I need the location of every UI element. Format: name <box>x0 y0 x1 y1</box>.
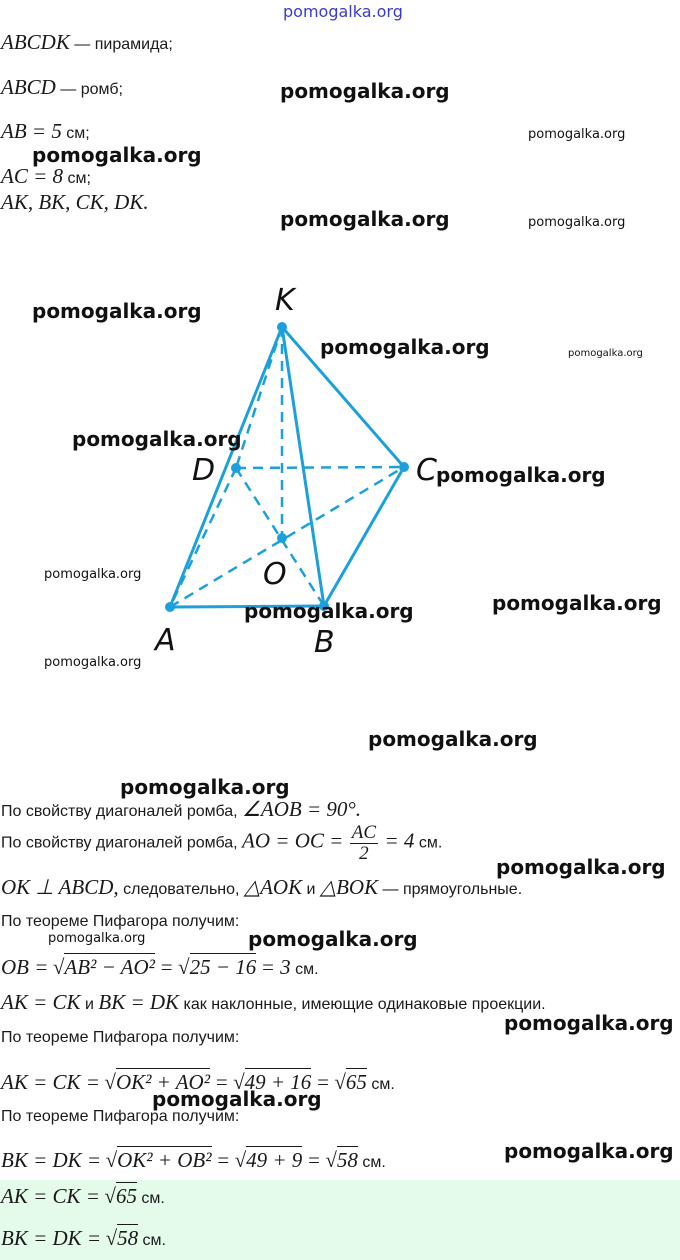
label-D: D <box>192 453 216 488</box>
sqrt-sign: √ <box>104 1184 116 1208</box>
watermark: pomogalka.org <box>244 599 414 623</box>
sqrt-sign: √ <box>234 1148 247 1172</box>
solution-text: и <box>306 881 316 898</box>
solution-math: △BOK <box>319 875 379 899</box>
edge-DC <box>236 467 404 468</box>
edge-KD <box>236 327 282 468</box>
solution-text: следовательно, <box>123 881 240 898</box>
label-O: O <box>263 557 287 592</box>
sqrt-content: 58 <box>336 1148 358 1172</box>
solution-line-4 <box>1 913 239 931</box>
sqrt-content: AB² − AO² <box>64 955 155 979</box>
watermark: pomogalka.org <box>528 215 626 230</box>
label-B: B <box>314 625 335 660</box>
sqrt-sign: √ <box>325 1148 337 1172</box>
solution-line-6 <box>1 990 546 1015</box>
solution-line-5 <box>1 955 319 980</box>
unit: см. <box>371 1076 395 1093</box>
fraction-denominator: 2 <box>359 843 369 864</box>
solution-text: По теореме Пифагора получим: <box>1 1108 240 1125</box>
solution-math: = 4 <box>384 828 415 853</box>
sqrt-content: 49 + 16 <box>244 1070 312 1094</box>
unit: см. <box>295 961 319 978</box>
solution-math: △AOK <box>243 875 303 899</box>
watermark: pomogalka.org <box>368 727 538 751</box>
watermark: pomogalka.org <box>44 655 142 670</box>
watermark: pomogalka.org <box>492 591 662 615</box>
solution-line-7 <box>1 1029 239 1047</box>
vertex-K <box>277 322 287 332</box>
watermark: pomogalka.org <box>44 567 142 582</box>
solution-math: = <box>306 1148 321 1172</box>
given-math: ABCDK <box>1 30 70 54</box>
answer-math: AK = CK = <box>1 1184 100 1208</box>
solution-math: = 3 <box>260 955 291 979</box>
solution-math: AO = OC = <box>242 828 344 853</box>
solution-math: = <box>315 1070 330 1094</box>
solution-math: = <box>214 1070 229 1094</box>
solution-math: OB = <box>1 955 49 979</box>
given-text: см; <box>66 125 90 142</box>
solution-line-2 <box>1 823 442 864</box>
watermark: pomogalka.org <box>120 775 290 799</box>
label-C: C <box>416 453 437 488</box>
solution-text: — прямоугольные. <box>382 881 523 898</box>
solution-math: AK = CK = <box>1 1070 100 1094</box>
sqrt-sign: √ <box>233 1070 245 1094</box>
unit: см. <box>362 1154 386 1171</box>
watermark: pomogalka.org <box>528 127 626 142</box>
solution-text: как наклонные, имеющие одинаковые проекции. <box>183 996 546 1013</box>
unit: см. <box>418 834 443 852</box>
watermark: pomogalka.org <box>32 299 202 323</box>
given-math: ABCD <box>1 75 56 99</box>
solution-math: ∠AOB = 90°. <box>242 797 362 821</box>
watermark: pomogalka.org <box>280 207 450 231</box>
given-line-2 <box>1 75 123 100</box>
label-A: A <box>155 623 176 658</box>
watermark: pomogalka.org <box>72 427 242 451</box>
fraction <box>350 823 378 864</box>
watermark: pomogalka.org <box>436 463 606 487</box>
watermark: pomogalka.org <box>496 855 666 879</box>
solution-math: AK = CK <box>1 990 81 1014</box>
given-line-5 <box>1 190 149 215</box>
answer-math: BK = DK = <box>1 1226 102 1250</box>
unit: см. <box>141 1190 165 1207</box>
sqrt-sign: √ <box>178 955 190 979</box>
sqrt-content: 65 <box>115 1184 137 1208</box>
watermark: pomogalka.org <box>32 143 202 167</box>
solution-text: По свойству диагоналей ромба, <box>1 834 238 852</box>
solution-math: BK = DK = <box>1 1148 102 1172</box>
solution-math: = <box>215 1148 231 1172</box>
sqrt-content: OK² + OB² <box>117 1148 212 1172</box>
given-math: AK, BK, CK, DK. <box>1 190 149 214</box>
given-text: — ромб; <box>60 81 123 98</box>
given-line-4 <box>1 164 91 189</box>
solution-text: По теореме Пифагора получим: <box>1 1029 240 1046</box>
given-text: — пирамида; <box>74 36 173 53</box>
answer-line-1 <box>1 1184 165 1209</box>
sqrt-content: 58 <box>117 1226 139 1250</box>
vertex-D <box>231 463 241 473</box>
sqrt-sign: √ <box>105 1148 118 1172</box>
watermark: pomogalka.org <box>152 1087 322 1111</box>
sqrt-sign: √ <box>105 1226 118 1250</box>
watermark: pomogalka.org <box>504 1139 674 1163</box>
sqrt-content: 65 <box>345 1070 367 1094</box>
solution-math: BK = DK <box>98 990 180 1014</box>
given-line-3 <box>1 119 90 144</box>
solution-text: По свойству диагоналей ромба, <box>1 803 238 820</box>
sqrt-content: 25 − 16 <box>189 955 257 979</box>
sqrt-content: OK² + AO² <box>115 1070 210 1094</box>
vertex-A <box>165 602 175 612</box>
sqrt-content: 49 + 9 <box>246 1148 303 1172</box>
watermark: pomogalka.org <box>568 348 643 359</box>
watermark: pomogalka.org <box>48 931 146 946</box>
given-text: см; <box>67 170 91 187</box>
given-math: AB = 5 <box>1 119 62 143</box>
watermark: pomogalka.org <box>280 79 450 103</box>
fraction-numerator: AC <box>351 822 377 843</box>
solution-line-1 <box>1 797 361 822</box>
solution-line-3 <box>1 875 522 900</box>
vertex-C <box>399 462 409 472</box>
given-line-1 <box>1 30 173 55</box>
point-O <box>277 533 287 543</box>
solution-text: и <box>84 996 94 1013</box>
answer-line-2 <box>1 1226 166 1251</box>
sqrt-sign: √ <box>52 955 65 979</box>
given-math: AC = 8 <box>1 164 64 188</box>
solution-line-10 <box>1 1148 386 1173</box>
label-K: K <box>275 283 295 318</box>
solution-text: По теореме Пифагора получим: <box>1 913 240 930</box>
edge-BC <box>324 467 404 606</box>
solution-math: OK ⊥ ABCD, <box>1 875 119 899</box>
unit: см. <box>142 1232 166 1249</box>
watermark: pomogalka.org <box>248 927 418 951</box>
diagonal-AC <box>170 467 404 607</box>
sqrt-sign: √ <box>334 1070 346 1094</box>
watermark: pomogalka.org <box>504 1011 674 1035</box>
sqrt-sign: √ <box>104 1070 116 1094</box>
watermark: pomogalka.org <box>320 335 490 359</box>
watermark-top[interactable]: pomogalka.org <box>283 2 403 21</box>
solution-math: = <box>159 955 174 979</box>
